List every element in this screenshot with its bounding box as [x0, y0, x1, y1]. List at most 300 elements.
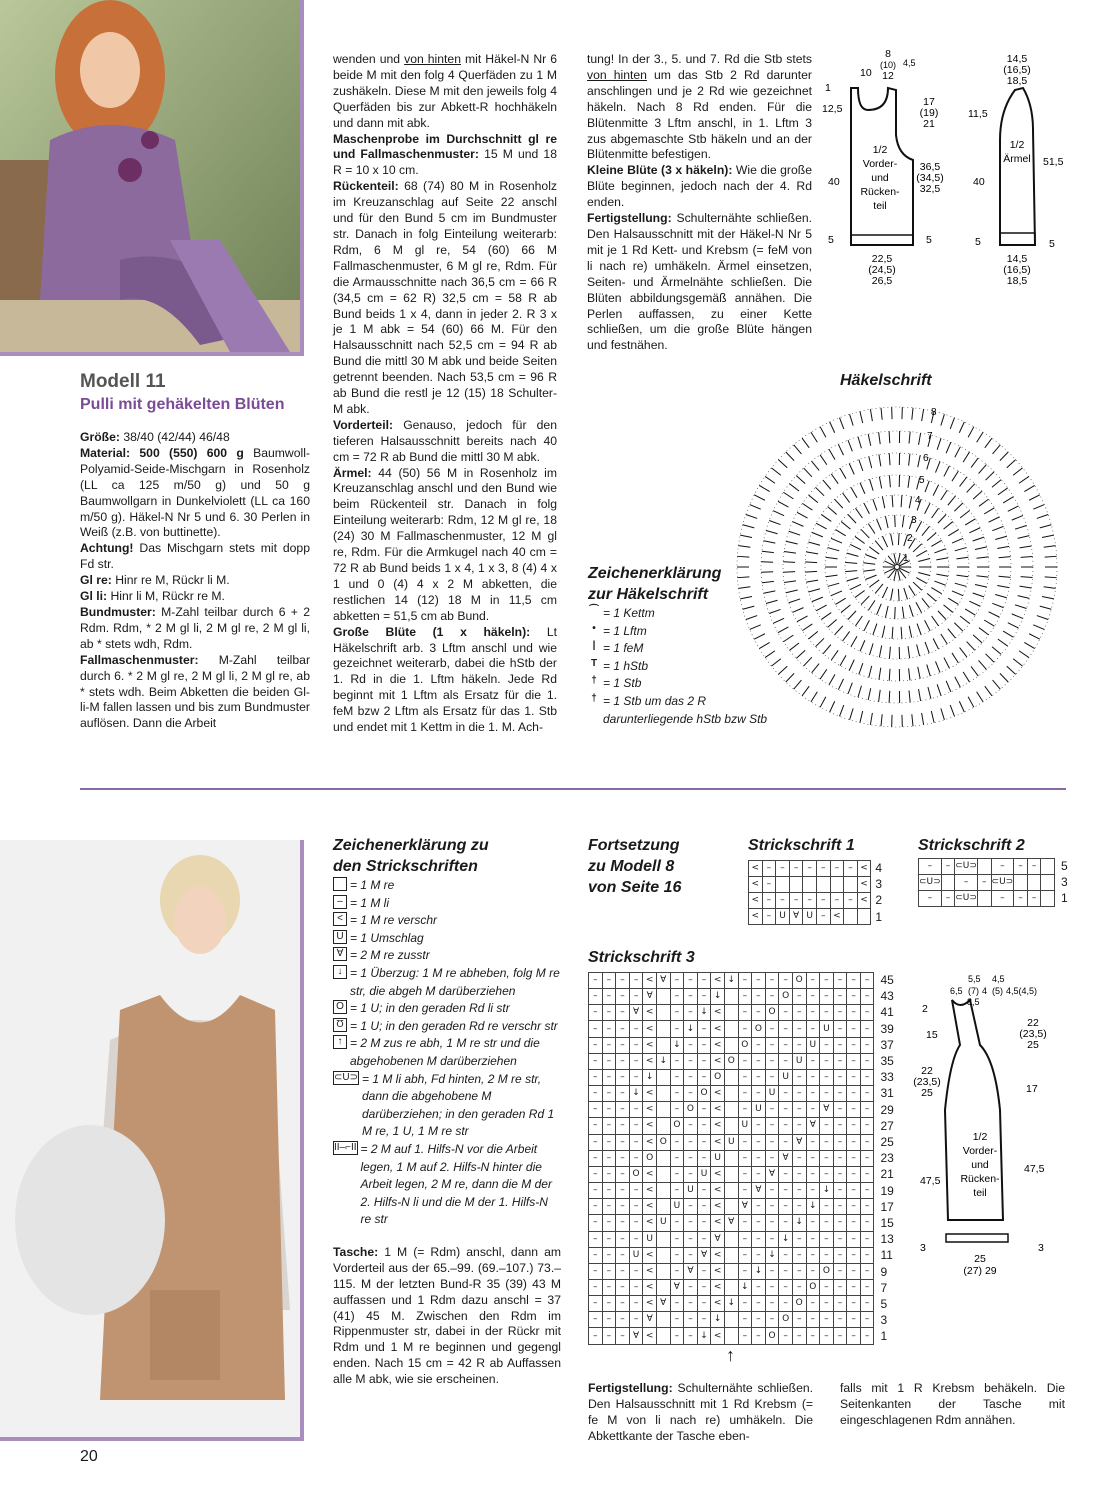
crochet-stitch [859, 663, 863, 674]
chart3-cell: – [792, 1166, 806, 1182]
chart3-cell: < [711, 1328, 725, 1344]
crochet-stitch [826, 575, 838, 577]
knit-legend-symbol-icon: O [333, 1000, 347, 1014]
chart3-cell: – [765, 1134, 779, 1150]
chart3-cell: – [833, 1296, 847, 1312]
chart3-row-number: 23 [880, 1151, 894, 1166]
crochet-stitch [985, 686, 992, 696]
crochet-legend-list [588, 605, 788, 728]
crochet-stitch [936, 558, 948, 560]
chart2-cell [1041, 890, 1055, 906]
chart3-cell: – [847, 1150, 861, 1166]
chart1-row [749, 908, 871, 924]
chart3-cell: – [670, 989, 684, 1005]
chart3-cell: – [738, 1183, 752, 1199]
schema1-right17a: 17 [923, 96, 935, 108]
chart3-grid [588, 972, 874, 1345]
chart3-cell [656, 1005, 670, 1021]
chart3-cell: – [860, 1215, 874, 1231]
chart3-row-number: 9 [880, 1264, 888, 1279]
knit-legend-symbol-icon: ↑ [333, 1035, 347, 1049]
chart3-cell: ∀ [629, 1328, 643, 1344]
chart1-cell: – [762, 908, 776, 924]
crochet-stitch [820, 669, 827, 679]
chart3-cell: – [602, 1263, 616, 1279]
crochet-stitch [831, 538, 842, 543]
crochet-legend-item [588, 605, 788, 623]
chart1-cell: U [803, 908, 817, 924]
chart3-cell: < [711, 1134, 725, 1150]
chart3-row-number: 33 [880, 1070, 894, 1085]
chart3-cell: – [847, 1166, 861, 1182]
crochet-stitch [875, 541, 883, 550]
crochet-stitch [963, 672, 969, 682]
crochet-stitch [786, 541, 798, 544]
chart2-cell [977, 859, 991, 875]
chart3-cell: – [684, 1086, 698, 1102]
chart3-cell: – [629, 1053, 643, 1069]
chart3-cell: – [697, 1102, 711, 1118]
chart3-cell [724, 1069, 738, 1085]
schema1-right365b: (34,5) [916, 172, 944, 184]
crochet-stitch [944, 466, 950, 477]
tasche-label: Tasche: [333, 1244, 379, 1259]
chart3-cell [724, 1247, 738, 1263]
chart3-row-number: 45 [880, 973, 894, 987]
crochet-stitch [865, 554, 876, 558]
chart3-cell: < [711, 1086, 725, 1102]
crochet-stitch [820, 697, 826, 708]
chart3-cell: – [779, 1215, 793, 1231]
chart1-cell: – [816, 908, 830, 924]
crochet-stitch [935, 661, 940, 672]
chart3-cell: – [616, 1263, 630, 1279]
chart3-cell: – [697, 1183, 711, 1199]
size-value: 38/40 (42/44) 46/48 [123, 430, 230, 444]
chart3-cell [724, 1021, 738, 1037]
chart3-cell: – [684, 1199, 698, 1215]
chart3-cell: O [765, 1328, 779, 1344]
chart3-row [589, 1134, 874, 1150]
crochet-stitch [743, 525, 755, 528]
crochet-stitch [849, 660, 854, 671]
crochet-stitch [883, 536, 888, 547]
chart3-cell: – [847, 1118, 861, 1134]
schema2-left115: 11,5 [968, 108, 988, 120]
chart3-cell: – [792, 1328, 806, 1344]
crochet-stitch [965, 519, 975, 525]
vorderteil-label: Vorderteil: [333, 417, 394, 432]
chart3-cell: – [602, 1247, 616, 1263]
schema3-bot-a: 25 [974, 1253, 986, 1265]
crochet-stitch [851, 636, 857, 646]
schema1-right17c: 21 [923, 118, 935, 130]
schema1-label4: Rücken- [860, 186, 900, 198]
chart3-row-number: 19 [880, 1183, 894, 1198]
crochet-stitch [927, 533, 936, 541]
crochet-stitch [998, 639, 1008, 646]
crochet-stitch [1012, 614, 1023, 619]
schema3-right475: 47,5 [1024, 1163, 1045, 1175]
crochet-stitch [835, 626, 843, 635]
chart3-cell: – [697, 1263, 711, 1279]
chart3-cell: – [860, 1247, 874, 1263]
chart3-cell: – [589, 1296, 603, 1312]
crochet-stitch [979, 465, 987, 474]
chart3-cell: – [833, 1005, 847, 1021]
knit-legend-symbol-icon: ⊂U⊃ [334, 1071, 358, 1083]
crochet-stitch [955, 548, 967, 551]
chart3-cell: – [847, 1215, 861, 1231]
chart3-cell: – [860, 1134, 874, 1150]
chart3-cell: – [670, 1021, 684, 1037]
chart1-title: Strickschrift 1 [748, 837, 855, 854]
fertigstellung-value: Schulternähte schließen. Den Halsausschnitt mit der Häkel-N Nr 5 mit je 1 Rd Kett- und Krebsm (= feM von li nach re) umhäkeln. Ärmel einsetzen, Seiten- und Ärmelnähte schließen. Die Blüten abbildungsgemäß annähen. Die Perlen auffassen, zu einer Kette schließen, um die große Blüte hängen und festnähen. [587, 211, 813, 353]
chart3-cell: – [616, 1037, 630, 1053]
chart3-cell: – [629, 989, 643, 1005]
schema2-top-c: 18,5 [1006, 75, 1028, 87]
chart3-cell: ↓ [752, 1263, 766, 1279]
chart3-cell: ↓ [684, 1021, 698, 1037]
chart3-cell: – [697, 1021, 711, 1037]
chart3-cell: – [616, 1215, 630, 1231]
schema1-top-b: (10) [879, 60, 897, 70]
chart3-cell: – [670, 1183, 684, 1199]
crochet-stitch [828, 583, 840, 586]
chart3-cell: – [629, 1134, 643, 1150]
chart3-cell: – [806, 1296, 820, 1312]
chart3-cell: – [820, 1247, 834, 1263]
crochet-legend-text: = 1 Stb [603, 676, 642, 691]
chart3-cell: < [643, 1037, 657, 1053]
crochet-stitch [875, 584, 883, 593]
chart3-cell: O [684, 1102, 698, 1118]
chart1-row [749, 892, 871, 908]
chart3-cell: – [752, 1199, 766, 1215]
crochet-stitch [937, 438, 941, 449]
crochet-ring-number: 3 [911, 515, 917, 526]
crochet-stitch [959, 701, 964, 712]
chart3-cell: – [684, 1118, 698, 1134]
model-title: Modell 11 [80, 371, 166, 392]
chart1-row-number: 2 [875, 893, 883, 908]
chart3-row-number: 37 [880, 1037, 894, 1052]
crochet-stitch [979, 660, 987, 669]
chart2-cell: – [1014, 890, 1028, 906]
chart2-cell: ⊂U⊃ [955, 859, 978, 875]
crochet-stitch [1013, 468, 1022, 475]
chart3-cell: < [643, 1296, 657, 1312]
chart3-cell: – [684, 1328, 698, 1344]
crochet-stitch [891, 589, 893, 601]
crochet-stitch [808, 542, 820, 545]
chart1-cell: U [776, 908, 790, 924]
crochet-ring-number: 2 [907, 533, 913, 544]
chart2-row-number: 1 [1060, 891, 1068, 906]
crochet-stitch [802, 503, 812, 510]
chart3-cell: – [820, 989, 834, 1005]
crochet-stitch [1013, 659, 1022, 666]
crochet-stitch [778, 501, 789, 507]
chart3-cell: – [806, 1215, 820, 1231]
crochet-stitch [823, 645, 831, 654]
chart3-cell: < [711, 973, 725, 989]
crochet-stitch [784, 551, 796, 553]
chart3-cell: – [820, 973, 834, 989]
chart3-cell: – [806, 973, 820, 989]
chart3-cell: ↓ [643, 1069, 657, 1085]
chart3-cell: – [602, 1183, 616, 1199]
chart2-cell: – [941, 859, 955, 875]
chart3-cell: – [589, 973, 603, 989]
schema3-top1: 5,5 [968, 974, 981, 984]
chart1-cell [816, 876, 830, 892]
chart3-cell: – [820, 1086, 834, 1102]
chart3-cell: – [833, 1215, 847, 1231]
chart3-title: Strickschrift 3 [588, 949, 695, 966]
crochet-stitch [1044, 587, 1056, 589]
crochet-stitch [754, 495, 765, 500]
chart3-cell: – [616, 1134, 630, 1150]
chart1-cell: – [844, 892, 858, 908]
knit-legend-text: = 1 U; in den geraden Rd li str [350, 1001, 510, 1016]
chart3-cell: ↓ [792, 1215, 806, 1231]
schema1-label3: und [871, 172, 889, 184]
chart3-cell: < [711, 1102, 725, 1118]
crochet-stitch [960, 648, 967, 657]
column-2-text [333, 52, 557, 736]
crochet-stitch [792, 522, 803, 527]
crochet-stitch [885, 606, 888, 618]
chart3-row [589, 1150, 874, 1166]
crochet-stitch [855, 536, 865, 543]
chart2-grid [918, 858, 1055, 907]
chart3-cell: < [711, 1118, 725, 1134]
chart3-cell: – [616, 1150, 630, 1166]
chart3-cell: < [643, 973, 657, 989]
crochet-stitch [937, 684, 941, 695]
chart3-cell: – [847, 1328, 861, 1344]
chart3-cell [656, 1037, 670, 1053]
chart3-row [589, 1328, 874, 1344]
bottom-fertig-label: Fertigstellung: [588, 1381, 673, 1395]
kleine-bluete-label: Kleine Blüte (3 x häkeln): [587, 163, 733, 178]
crochet-stitch [908, 476, 910, 488]
crochet-stitch [916, 521, 922, 532]
chart3-cell: – [602, 1312, 616, 1328]
crochet-stitch [1037, 515, 1048, 519]
crochet-stitch [917, 645, 920, 657]
crochet-stitch [850, 414, 854, 425]
crochet-stitch [965, 609, 975, 615]
chart3-cell: O [779, 989, 793, 1005]
chart3-cell: – [806, 1069, 820, 1085]
chart3-row [589, 1296, 874, 1312]
crochet-stitch [839, 418, 843, 429]
crochet-ring-number: 8 [931, 407, 937, 418]
chart3-cell: – [765, 1296, 779, 1312]
crochet-stitch [955, 677, 961, 688]
crochet-stitch [850, 584, 861, 589]
crochet-stitch [960, 477, 967, 486]
schema2-left40: 40 [973, 176, 985, 188]
chart3-cell: – [860, 1053, 874, 1069]
crochet-stitch [885, 516, 888, 528]
chart3-cell: – [602, 1199, 616, 1215]
chart3-cell: – [820, 1231, 834, 1247]
crochet-stitch [829, 674, 835, 684]
chart3-cell: – [752, 1328, 766, 1344]
chart3-row-number: 17 [880, 1199, 894, 1214]
chart2-cell: – [919, 890, 942, 906]
crochet-stitch [984, 508, 994, 514]
crochet-stitch [925, 620, 931, 631]
chart3-cell: ↓ [765, 1247, 779, 1263]
chart3-cell [724, 1118, 738, 1134]
chart3-cell: – [589, 1312, 603, 1328]
crochet-stitch [855, 591, 865, 598]
knit-legend-symbol-icon: ↓ [333, 965, 347, 979]
crochet-stitch [1003, 631, 1013, 637]
crochet-stitch [839, 705, 843, 716]
maschenprobe-label: Maschenprobe im Durchschnitt gl re und Fallmaschenmuster: [333, 131, 557, 162]
crochet-stitch [870, 409, 872, 421]
chart3-cell: O [765, 1005, 779, 1021]
chart3-cell: – [806, 1231, 820, 1247]
chart1-cell: – [803, 861, 817, 877]
crochet-stitch [1040, 606, 1052, 609]
chart3-cell: – [833, 1037, 847, 1053]
chart3-row-number: 27 [880, 1118, 894, 1133]
bund-value: M-Zahl teilbar durch 6 + 2 Rdm. Rdm, * 2 M gl li, 2 M gl re, 2 M gl li, ab * stets wdh, Rdm. [80, 604, 310, 651]
chart3-cell: – [589, 1199, 603, 1215]
chart3-cell [656, 1150, 670, 1166]
chart3-cell: U [684, 1183, 698, 1199]
grosse-bluete-label: Große Blüte (1 x häkeln): [333, 624, 531, 639]
crochet-stitch [829, 449, 835, 459]
fortsetzung-line3: von Seite 16 [588, 879, 682, 896]
chart3-cell: – [847, 1086, 861, 1102]
chart3-cell: – [833, 1021, 847, 1037]
fortsetzung-heading [588, 835, 681, 898]
crochet-stitch [840, 655, 846, 665]
chart3-row [589, 1166, 874, 1182]
chart3-cell: < [643, 1215, 657, 1231]
crochet-stitch [944, 658, 950, 669]
crochet-stitch [904, 588, 908, 599]
schema1-label2: Vorder- [862, 158, 898, 170]
crochet-stitch [985, 438, 992, 448]
chart3-cell: – [697, 1279, 711, 1295]
crochet-stitch [918, 455, 920, 467]
chart3-cell: – [847, 1134, 861, 1150]
crochet-stitch [922, 713, 924, 725]
chart3-cell: – [589, 1134, 603, 1150]
chart3-cell [656, 1247, 670, 1263]
crochet-stitch [1003, 497, 1013, 503]
chart3-cell: – [738, 1312, 752, 1328]
crochet-stitch [812, 532, 823, 537]
achtung-value: Das Mischgarn stets mit dopp Fd str. [80, 541, 310, 572]
chart3-cell: – [833, 1312, 847, 1328]
chart3-cell: – [670, 1134, 684, 1150]
chart3-cell: – [860, 1166, 874, 1182]
crochet-legend-item [588, 623, 788, 641]
chart3-cell: O [643, 1150, 657, 1166]
chart3-cell: – [602, 989, 616, 1005]
chart1-row-number: 1 [875, 909, 883, 924]
glre-value: Hinr re M, Rückr li M. [115, 573, 230, 588]
chart3-cell: – [752, 1312, 766, 1328]
crochet-stitch [1029, 634, 1040, 639]
crochet-stitch [992, 603, 1003, 607]
chart3-cell: – [860, 1021, 874, 1037]
crochet-stitch [792, 608, 803, 613]
crochet-stitch [1020, 586, 1032, 588]
crochet-stitch [950, 705, 954, 716]
crochet-stitch [762, 551, 774, 552]
crochet-stitch [933, 485, 938, 496]
chart3-row [589, 1183, 874, 1199]
chart3-row [589, 1215, 874, 1231]
chart3-cell: < [643, 1247, 657, 1263]
chart3-cell: < [643, 1328, 657, 1344]
crochet-stitch [769, 520, 780, 524]
knit-legend-item [333, 912, 561, 930]
chart3-cell: – [833, 1279, 847, 1295]
chart3-cell: < [643, 1263, 657, 1279]
crochet-stitch [830, 701, 835, 712]
crochet-stitch [1008, 506, 1019, 511]
schema1-bot-a: 22,5 [871, 253, 893, 265]
chart3-cell: ↓ [738, 1279, 752, 1295]
chart3-cell: O [670, 1118, 684, 1134]
crochet-stitch [932, 616, 939, 626]
chart3-cell: ∀ [670, 1279, 684, 1295]
crochet-stitch [816, 523, 827, 529]
chart3-cell: – [684, 1215, 698, 1231]
chart1-cell: < [749, 892, 763, 908]
chart3-cell: – [602, 1296, 616, 1312]
chart3-cell: < [643, 1118, 657, 1134]
chart3-cell: < [643, 1279, 657, 1295]
chart3-cell: – [779, 1134, 793, 1150]
crochet-stitch [889, 475, 890, 487]
bottom-fertig-a: Schulternähte schließen. Den Halsausschnitt mit 1 Rd Krebsm (= fe M von li nach re) umhäkeln. Die Abkettkante der Tasche eben- [588, 1381, 814, 1443]
chart3-cell: – [820, 1328, 834, 1344]
chart3-cell: – [833, 1118, 847, 1134]
chart2-cell: – [991, 859, 1014, 875]
chart3-cell [724, 1086, 738, 1102]
chart2-cell: – [1027, 859, 1041, 875]
chart3-cell: ↓ [806, 1199, 820, 1215]
chart3-cell: U [643, 1231, 657, 1247]
schema3-top4: (7) [968, 986, 979, 996]
rueckenteil-label: Rückenteil: [333, 179, 399, 194]
crochet-stitch [877, 604, 882, 615]
crochet-stitch [948, 629, 956, 638]
schema3-left475: 47,5 [920, 1175, 941, 1187]
crochet-stitch [794, 680, 802, 689]
chart3-cell: – [697, 1134, 711, 1150]
chart3-cell: – [738, 1150, 752, 1166]
chart3-cell: – [670, 1069, 684, 1085]
crochet-stitch [913, 544, 922, 552]
chart3-cell: – [779, 1247, 793, 1263]
crochet-stitch [941, 708, 945, 719]
crochet-stitch [882, 626, 884, 638]
chart3-cell: – [616, 1328, 630, 1344]
